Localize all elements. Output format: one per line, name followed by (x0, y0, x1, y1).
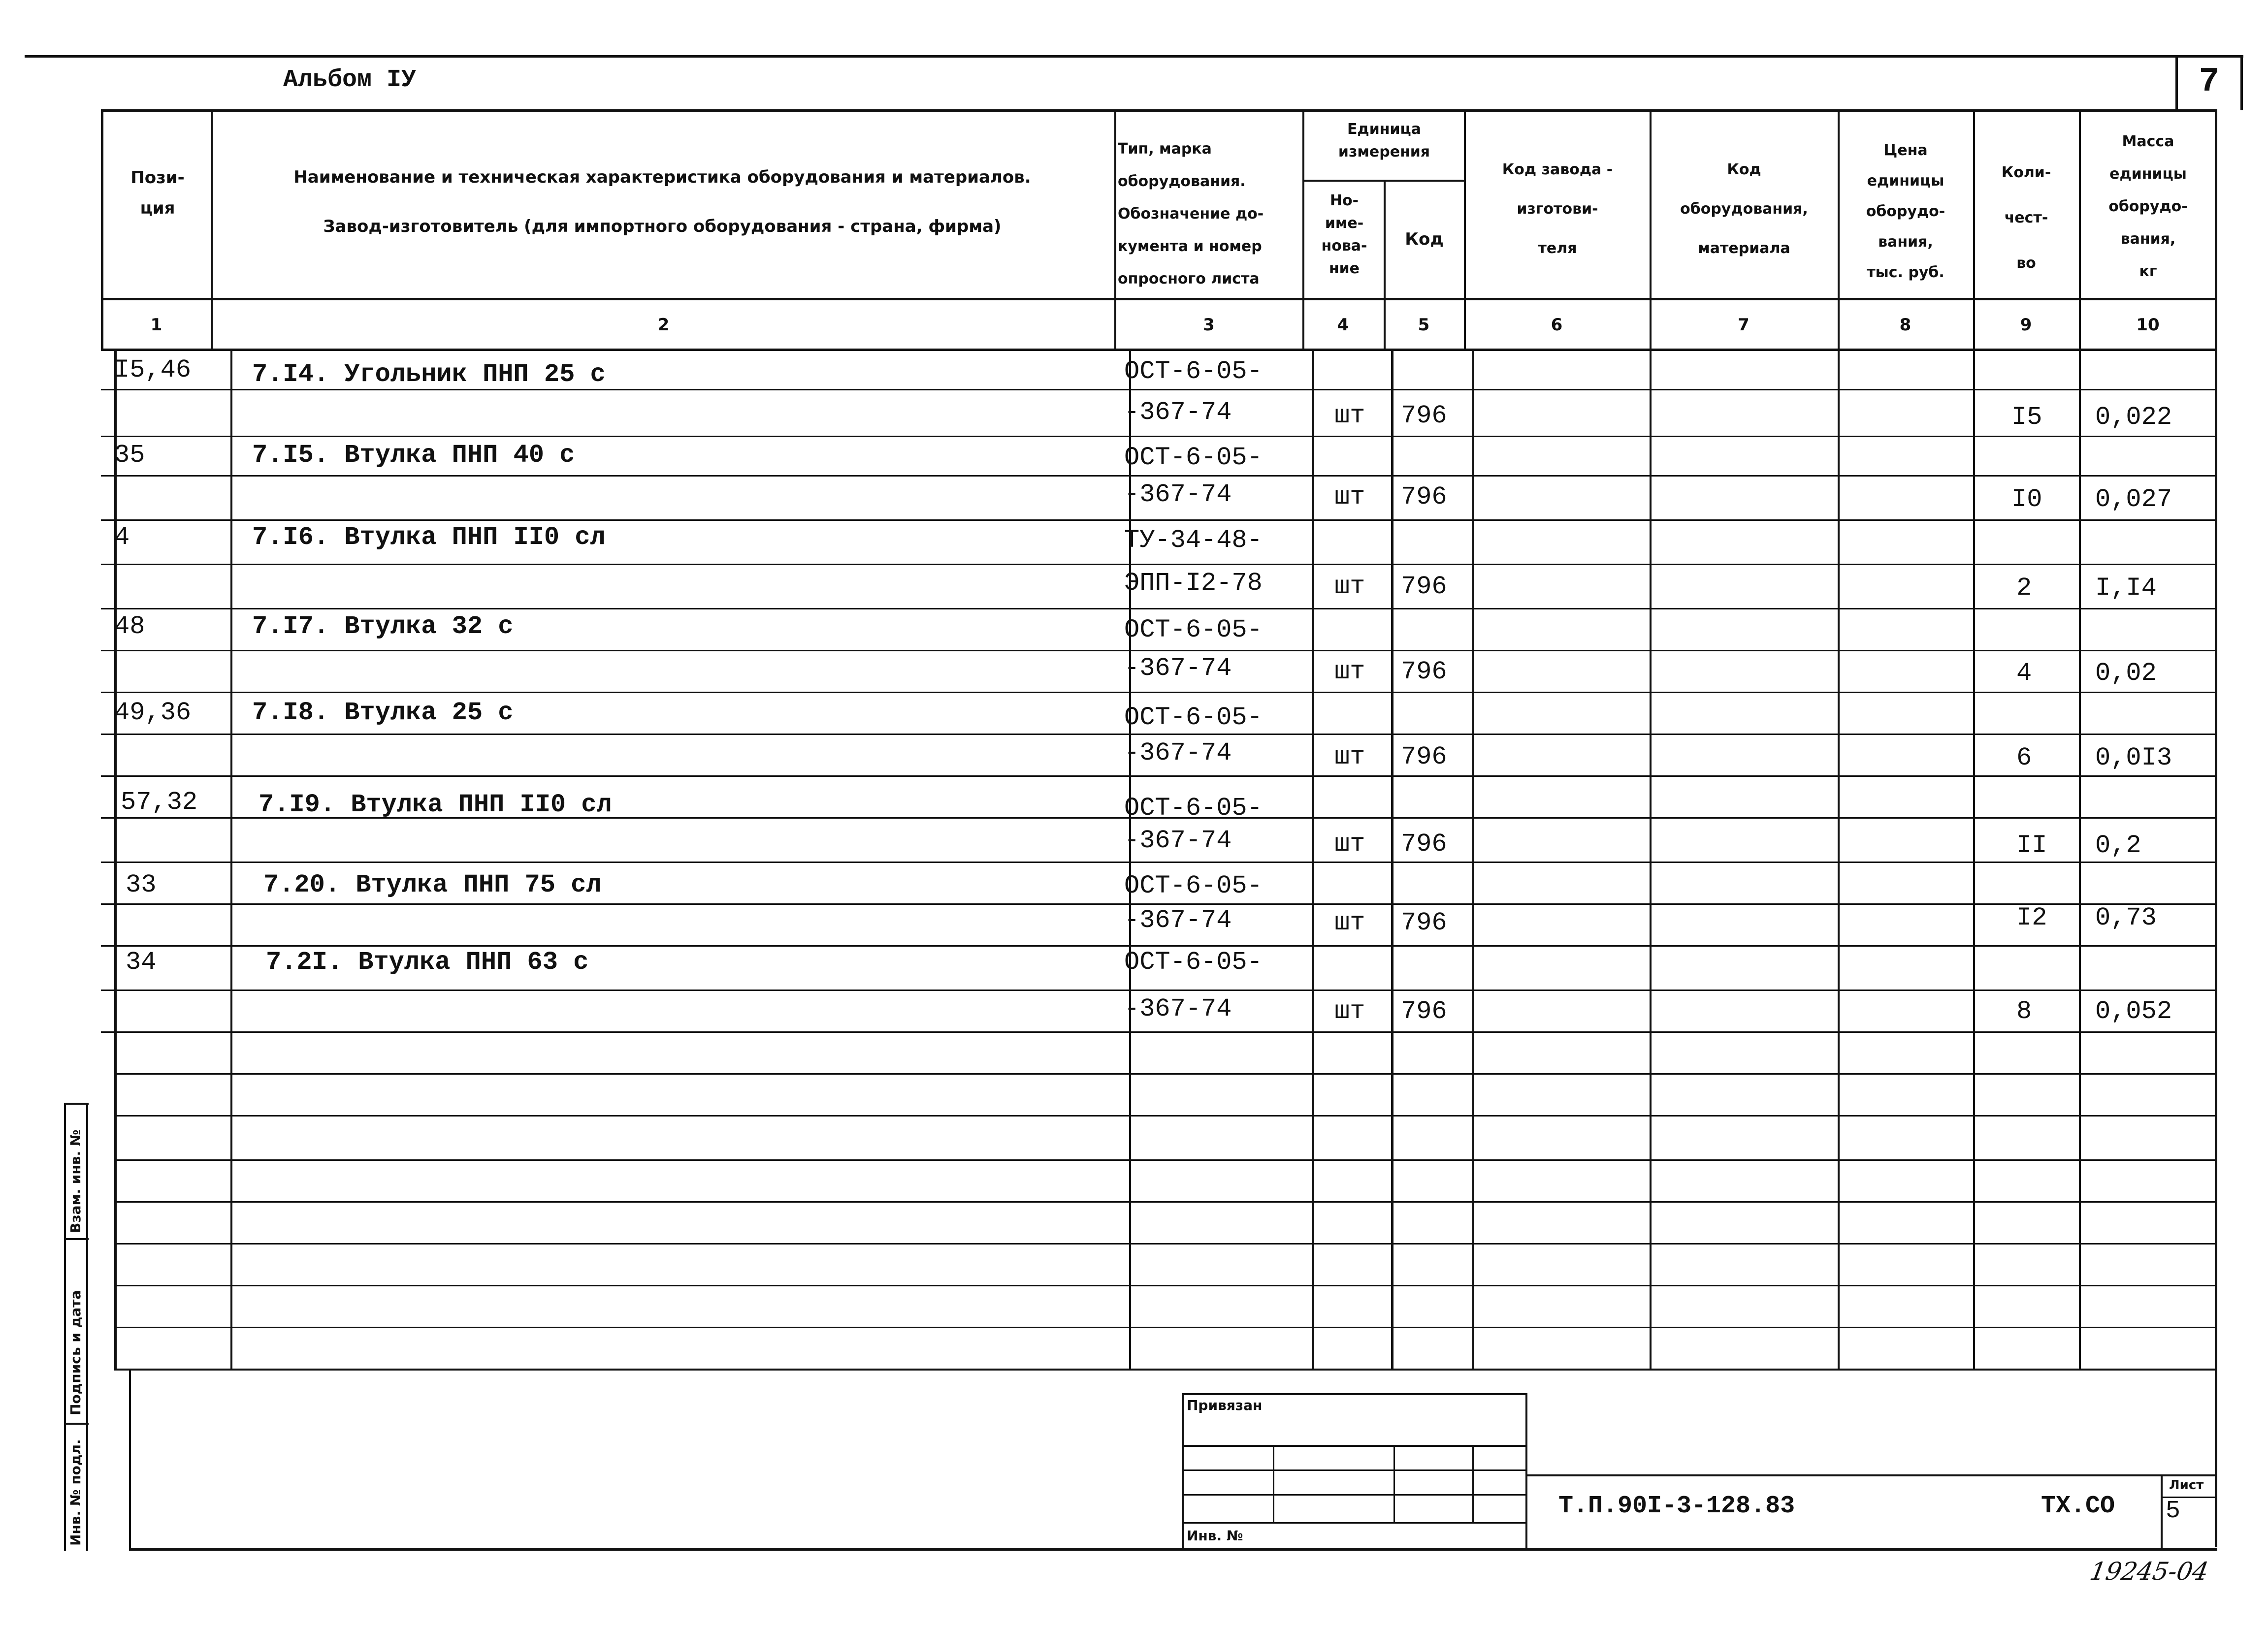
row-line (101, 775, 2216, 777)
stamp-box-right (1525, 1393, 1527, 1551)
side-margin-line (64, 1238, 89, 1240)
position-cell: 57,32 (121, 788, 198, 817)
side-label-signature-date: Подпись и дата (67, 1290, 84, 1415)
inv-number-label: Инв. № (1187, 1528, 1243, 1544)
item-name-cell: 7.I8. Втулка 25 с (252, 698, 514, 727)
item-name-cell: 7.I5. Втулка ПНП 40 с (252, 441, 575, 470)
side-margin-line (64, 1103, 89, 1105)
table-bottom-line (114, 1369, 2216, 1371)
row-line (114, 1201, 2216, 1203)
vline-col3-body (1312, 350, 1314, 1369)
doc-cell: ОСТ-6-05- (1124, 357, 1263, 386)
doc-cell: ОСТ-6-05- (1124, 443, 1263, 472)
stamp-box-line (1182, 1445, 1526, 1447)
position-cell: 33 (126, 870, 157, 899)
row-line (101, 1031, 2216, 1033)
vline-left-body (114, 350, 117, 1369)
document-designation: Т.П.90I-3-128.83 (1558, 1492, 1795, 1520)
stamp-box-line (1182, 1494, 1526, 1496)
unit-cell: шт (1334, 657, 1365, 686)
quantity-cell: 4 (2016, 659, 2032, 688)
doc-cell: ОСТ-6-05- (1124, 948, 1263, 977)
row-line (114, 1159, 2216, 1161)
colnum-8: 8 (1899, 315, 1912, 335)
position-cell: 4 (114, 523, 130, 552)
position-cell: I5,46 (114, 355, 192, 384)
item-name-cell: 7.I6. Втулка ПНП II0 сл (252, 523, 606, 552)
unit-code-cell: 796 (1401, 572, 1447, 601)
header-col5: Код (1405, 229, 1444, 249)
header-col8: Цена единицы оборудо- вания, тыс. руб. (1866, 142, 1945, 281)
stamp-box-line (1182, 1469, 1526, 1471)
row-line (101, 519, 2216, 521)
position-cell: 34 (126, 948, 157, 977)
header-col2: Наименование и техническая характеристика оборудования и материалов. Завод-изготовитель (для импортного оборудования - страна, фирма) (293, 167, 1031, 236)
unit-code-cell: 796 (1401, 657, 1447, 686)
quantity-cell: 8 (2016, 997, 2032, 1026)
colnum-10: 10 (2136, 315, 2160, 335)
header-col3: Тип, марка оборудования. Обозначение до- кумента и номер опросного листа (1118, 140, 1264, 287)
row-line (114, 1243, 2216, 1245)
colnum-6: 6 (1551, 315, 1563, 335)
mass-cell: 0,027 (2095, 485, 2172, 514)
side-label-replacement-inv: Взам. инв. № (67, 1129, 84, 1233)
header-col6: Код завода - изготови- теля (1502, 161, 1613, 257)
row-line (101, 650, 2216, 651)
colnum-3: 3 (1203, 315, 1215, 335)
doc-cell: -367-74 (1124, 654, 1232, 683)
vline-col5-header (1464, 109, 1466, 350)
item-name-cell: 7.20. Втулка ПНП 75 сл (263, 870, 602, 899)
unit-code-cell: 796 (1401, 742, 1447, 771)
doc-cell: ОСТ-6-05- (1124, 703, 1263, 732)
frame-left-line (129, 1369, 131, 1551)
colnum-5: 5 (1418, 315, 1430, 335)
doc-cell: ОСТ-6-05- (1124, 615, 1263, 644)
mass-cell: 0,022 (2095, 403, 2172, 432)
row-line (101, 945, 2216, 947)
unit-code-cell: 796 (1401, 997, 1447, 1026)
colnum-2: 2 (657, 315, 670, 335)
row-line (114, 1327, 2216, 1328)
sheet-number: 5 (2166, 1497, 2181, 1525)
doc-cell: ОСТ-6-05- (1124, 871, 1263, 900)
vline-right (2215, 109, 2217, 1547)
stamp-box-line (1182, 1522, 1526, 1524)
vline-col8 (1973, 109, 1975, 1369)
row-line (101, 475, 2216, 477)
designation-top-line (1525, 1474, 2217, 1476)
vline-col5-body (1472, 350, 1474, 1369)
stamp-box-divider (1393, 1445, 1395, 1524)
unit-code-cell: 796 (1401, 908, 1447, 937)
side-margin-mid-line (86, 1103, 88, 1551)
header-col9: Коли- чест- во (2001, 164, 2051, 272)
row-line (114, 1285, 2216, 1286)
album-title: Альбом IУ (283, 66, 417, 94)
vline-col9 (2079, 109, 2081, 1369)
mass-cell: 0,0I3 (2095, 743, 2172, 772)
unit-cell: шт (1334, 908, 1365, 937)
stamp-box-divider (1273, 1445, 1274, 1524)
attached-label: Привязан (1187, 1397, 1263, 1413)
doc-cell: -367-74 (1124, 994, 1232, 1023)
doc-cell: -367-74 (1124, 480, 1232, 509)
quantity-cell: II (2016, 831, 2047, 860)
unit-code-cell: 796 (1401, 401, 1447, 430)
vline-col3-header (1302, 109, 1304, 350)
document-code: ТХ.СО (2041, 1492, 2115, 1520)
page-number: 7 (2199, 63, 2220, 101)
unit-cell: шт (1334, 997, 1365, 1026)
position-cell: 48 (114, 612, 145, 641)
unit-cell: шт (1334, 482, 1365, 511)
doc-cell: ОСТ-6-05- (1124, 794, 1263, 823)
vline-col6 (1650, 109, 1652, 1369)
position-cell: 35 (114, 441, 145, 470)
row-line (101, 903, 2216, 905)
row-line (101, 608, 2216, 609)
row-line (101, 734, 2216, 735)
table-top-border (101, 109, 2216, 112)
vline-col1-body (230, 350, 232, 1369)
item-name-cell: 7.2I. Втулка ПНП 63 с (266, 948, 589, 977)
unit-code-cell: 796 (1401, 482, 1447, 511)
quantity-cell: I5 (2011, 403, 2042, 432)
doc-cell: ТУ-34-48- (1124, 526, 1263, 555)
header-col10: Масса единицы оборудо- вания, кг (2108, 133, 2188, 280)
unit-cell: шт (1334, 572, 1365, 601)
unit-cell: шт (1334, 742, 1365, 771)
item-name-cell: 7.I9. Втулка ПНП II0 сл (259, 790, 612, 819)
stamp-box-left (1182, 1393, 1184, 1551)
sheet-box-left (2161, 1474, 2163, 1549)
page-number-box-right (2240, 55, 2243, 110)
frame-bottom-line (129, 1548, 2217, 1551)
vline-col4-header (1384, 180, 1386, 350)
unit-cell: шт (1334, 401, 1365, 430)
header-col1: Пози- ция (130, 168, 185, 218)
header-col7: Код оборудования, материала (1680, 161, 1808, 257)
colnum-1: 1 (150, 315, 162, 335)
item-name-cell: 7.I7. Втулка 32 с (252, 612, 514, 641)
unit-cell: шт (1334, 830, 1365, 859)
row-line (114, 1115, 2216, 1117)
stamp-box-divider (1472, 1445, 1474, 1524)
row-line (101, 990, 2216, 991)
mass-cell: 0,052 (2095, 997, 2172, 1026)
quantity-cell: I0 (2011, 485, 2042, 514)
unit-code-cell: 796 (1401, 830, 1447, 859)
mass-cell: 0,2 (2095, 831, 2141, 860)
header-col4: Но- име- нова- ние (1321, 192, 1367, 277)
top-border-line (25, 55, 2243, 58)
doc-cell: ЭПП-I2-78 (1124, 569, 1263, 598)
header-unit-group: Единица измерения (1338, 121, 1430, 160)
colnum-7: 7 (1738, 315, 1750, 335)
row-line (101, 692, 2216, 693)
stamp-box-top (1182, 1393, 1526, 1395)
doc-cell: -367-74 (1124, 738, 1232, 767)
quantity-cell: 6 (2016, 743, 2032, 772)
side-label-original-inv: Инв. № подл. (67, 1439, 84, 1546)
mass-cell: I,I4 (2095, 574, 2157, 603)
quantity-cell: I2 (2016, 903, 2047, 932)
row-line (101, 564, 2216, 565)
colnum-9: 9 (2020, 315, 2032, 335)
vline-left-header (101, 109, 103, 350)
quantity-cell: 2 (2016, 574, 2032, 603)
position-cell: 49,36 (114, 698, 192, 727)
mass-cell: 0,02 (2095, 659, 2157, 688)
handwritten-archive-number: 19245-04 (2087, 1557, 2211, 1586)
item-name-cell: 7.I4. Угольник ПНП 25 с (252, 360, 606, 389)
side-margin-left-line (64, 1103, 66, 1551)
doc-cell: -367-74 (1124, 398, 1232, 427)
row-line (101, 862, 2216, 863)
vline-col7 (1838, 109, 1840, 1369)
vline-col1-header (211, 109, 213, 350)
row-line (114, 1073, 2216, 1075)
mass-cell: 0,73 (2095, 903, 2157, 932)
doc-cell: -367-74 (1124, 906, 1232, 935)
vline-col4-body (1391, 350, 1393, 1369)
doc-cell: -367-74 (1124, 826, 1232, 855)
vline-col2-header (1114, 109, 1116, 350)
colnum-4: 4 (1337, 315, 1349, 335)
sheet-label: Лист (2169, 1478, 2204, 1493)
side-margin-line (64, 1423, 89, 1425)
row-line (101, 436, 2216, 437)
